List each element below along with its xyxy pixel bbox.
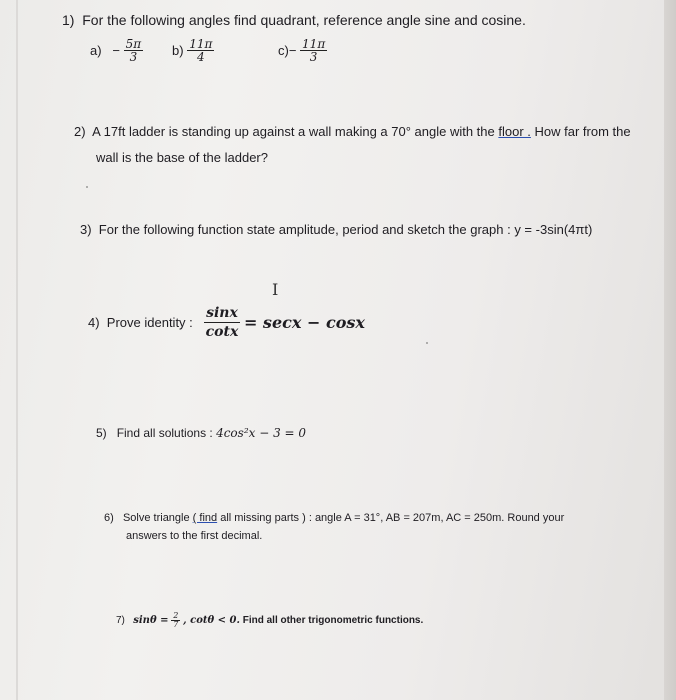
question-5-equation: 4cos²x − 3 = 0 [216,426,307,440]
question-1-number: 1) [62,12,75,28]
part-c-fraction [300,38,327,63]
question-2-line-1 [74,124,631,139]
question-2-text-part-2: How far from the [530,124,631,139]
question-5-number: 5) [96,426,107,440]
paper-speck [426,342,428,344]
page-edge [664,0,676,700]
question-4-label: Prove identity : [106,315,193,330]
part-a-fraction [124,38,144,63]
question-6-text-part-2: all missing parts ) : angle A = 31°, AB = 207m, AC = 250m. Round your [217,512,565,524]
question-3-number: 3) [80,222,92,237]
question-7-number: 7) [116,615,125,626]
part-a-denominator: 3 [129,50,138,64]
part-b-denominator: 4 [196,50,205,64]
question-7-text: Find all other trigonometric functions. [242,615,424,626]
part-b-label: b) [172,43,184,58]
part-a-sign: − [112,43,120,58]
part-b-numerator: 11π [189,37,213,51]
identity-fraction [204,306,241,339]
question-1-text: For the following angles find quadrant, reference angle sine and cosine. [82,12,526,28]
question-4 [88,306,365,339]
question-4-number: 4) [88,315,100,330]
question-1 [62,12,526,28]
question-6-text-part-1: Solve triangle [122,512,193,524]
question-2-line-2: wall is the base of the ladder? [96,150,268,165]
part-a-label: a) [90,43,102,58]
text-cursor-icon: I [272,280,279,299]
question-3-text: For the following function state amplitude, period and sketch the graph : y = -3sin(4πt) [98,222,593,237]
part-b-fraction [187,38,214,63]
question-6-line-1 [104,512,564,524]
find-underlined: ( find [192,512,218,524]
question-1-part-a [90,38,143,63]
question-1-part-b [172,38,214,63]
question-6-number: 6) [104,512,114,524]
question-7-condition: , cotθ < 0. [183,615,240,626]
identity-denominator: cotx [205,324,239,340]
identity-rhs: = secx − cosx [243,313,365,332]
question-3 [80,222,592,237]
question-1-part-c [278,38,327,63]
part-a-numerator: 5π [125,37,142,51]
question-7-fraction [171,612,180,629]
floor-underlined: floor . [498,124,531,139]
page-fold-line [16,0,18,700]
part-c-numerator: 11π [302,37,326,51]
part-c-label: c)− [278,43,297,58]
question-6-line-2: answers to the first decimal. [126,530,263,542]
question-2-text-part-1: A 17ft ladder is standing up against a wall making a 70° angle with the [92,124,499,139]
question-7 [116,612,423,629]
part-c-denominator: 3 [309,50,318,64]
question-7-numerator: 2 [173,611,179,620]
question-5 [96,426,306,440]
question-7-lhs: sinθ = [133,615,169,626]
question-2-number: 2) [74,124,86,139]
question-7-denominator: 7 [173,620,179,629]
paper-speck [86,186,88,188]
identity-numerator: sinx [204,306,241,323]
question-5-label: Find all solutions : [116,426,213,440]
